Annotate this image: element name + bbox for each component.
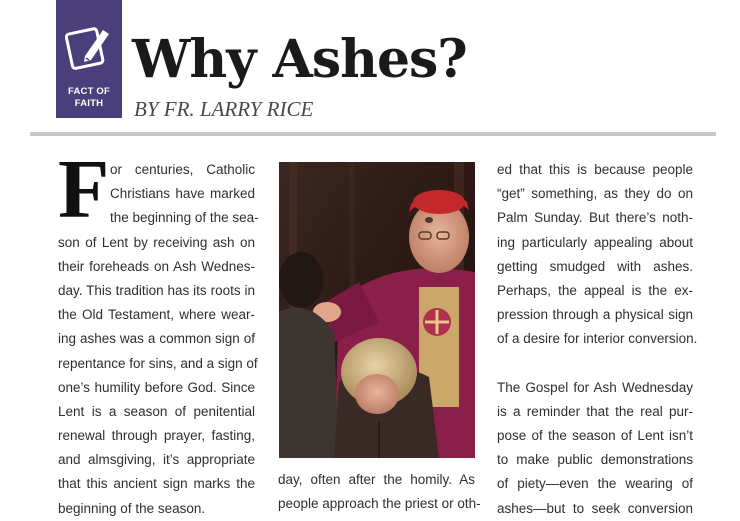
text-line: the Old Testament, where wear- [58, 307, 255, 323]
text-line: or centuries, Catholic [110, 162, 255, 177]
text-line: Perhaps, the appeal is the ex- [497, 282, 693, 298]
text-line: ashes—but to seek conversion [497, 500, 693, 516]
text-line: pression through a physical sign [497, 307, 693, 323]
text-line: ing particularly appealing about [497, 234, 693, 250]
text-line: is a reminder that the real pur- [497, 403, 693, 419]
text-line: “get” something, as they do on [497, 186, 693, 202]
text-line: beginning of the season. [58, 500, 206, 516]
text-line: of a desire for interior conversion. [497, 331, 698, 347]
text-line: son of Lent by receiving ash on [58, 234, 255, 250]
text-line: The Gospel for Ash Wednesday [497, 379, 693, 395]
text-line: renewal through prayer, fasting, [58, 428, 255, 444]
text-line: that this ancient sign marks the [58, 476, 255, 492]
text-line: Lent is a season of penitential [58, 403, 255, 419]
drop-cap: F [58, 143, 110, 236]
text-line: to make public demonstrations [497, 452, 693, 468]
column-2 [278, 468, 481, 516]
article-photo [279, 162, 475, 458]
column-3 [497, 158, 698, 521]
badge-label [56, 86, 122, 110]
text-line: their foreheads on Ash Wednes- [58, 258, 255, 274]
text-line: of piety—even the wearing of [497, 476, 693, 492]
text-line: day, often after the homily. As [278, 472, 475, 487]
text-line: getting smudged with ashes. [497, 258, 693, 274]
article-title: Why Ashes? [132, 29, 467, 90]
text-line: pose of the season of Lent isn’t [497, 428, 693, 444]
text-line: the beginning of the sea- [110, 210, 259, 226]
column-1 [58, 158, 259, 521]
text-line: one’s humility before God. Since [58, 379, 255, 395]
byline: BY FR. LARRY RICE [134, 97, 314, 121]
text-line: Christians have marked [110, 186, 255, 202]
badge-line-2: FAITH [74, 98, 104, 109]
text-line: people approach the priest or oth- [278, 496, 481, 512]
pencil-on-paper-icon [65, 22, 113, 72]
text-line: Palm Sunday. But there’s noth- [497, 210, 693, 226]
fact-of-faith-badge [56, 0, 122, 118]
text-line: ed that this is because people [497, 162, 693, 177]
photo-illustration [279, 162, 475, 458]
text-line: and almsgiving, it’s appropriate [58, 452, 255, 468]
text-line: repentance for sins, and a sign of [58, 355, 258, 371]
badge-line-1: FACT OF [67, 86, 111, 97]
paragraph-gap [497, 352, 693, 376]
text-line: day. This tradition has its roots in [58, 282, 255, 298]
text-line: ing ashes was a common sign of [58, 331, 255, 347]
header-divider [30, 132, 716, 136]
